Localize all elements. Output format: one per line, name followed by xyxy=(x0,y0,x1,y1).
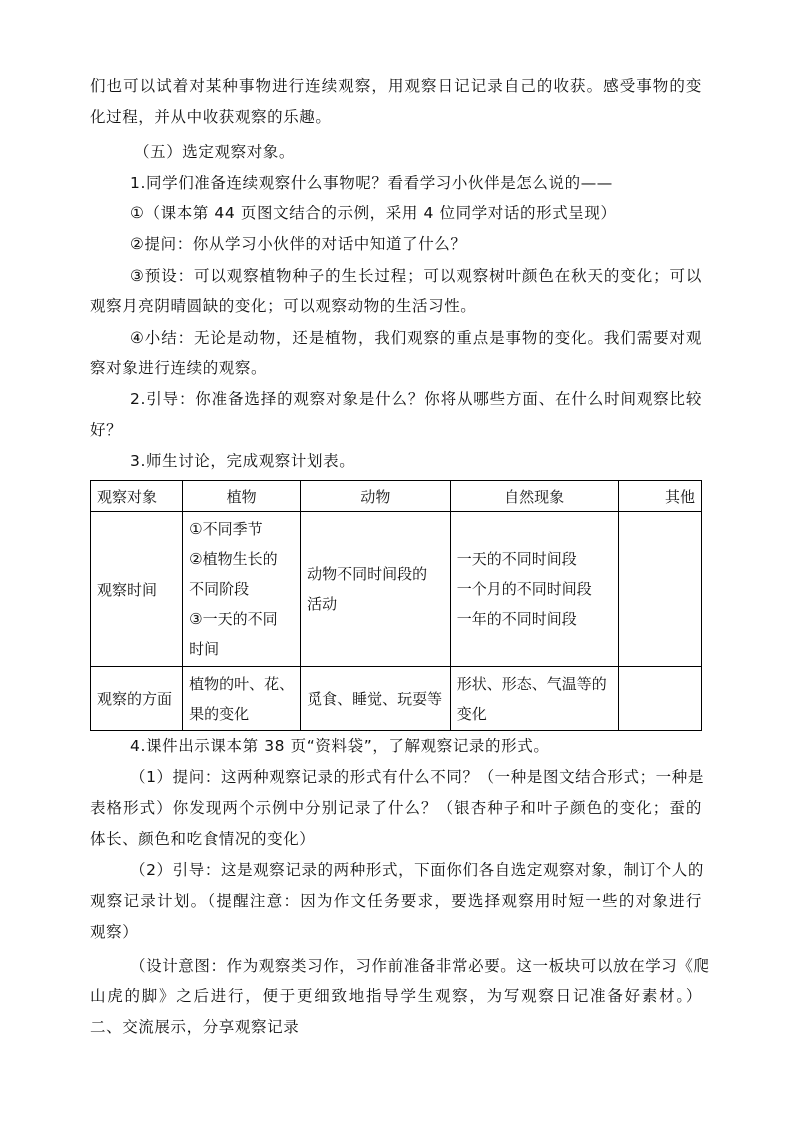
table-cell xyxy=(301,512,451,667)
table-cell xyxy=(450,512,618,667)
table-cell xyxy=(450,667,618,731)
design-intent-line: （设计意图：作为观察类习作，习作前准备非常必要。这一板块可以放在学习《爬 xyxy=(130,957,710,975)
body-text-line: 观察记录计划。（提醒注意：因为作文任务要求，要选择观察用时短一些的对象进行 xyxy=(90,892,702,910)
body-text-line: 4.课件出示课本第 38 页“资料袋”，了解观察记录的形式。 xyxy=(130,737,550,755)
body-text-line: 察对象进行连续的观察。 xyxy=(90,359,268,377)
table-header-cell: 植物 xyxy=(183,481,301,512)
body-text-line: 2.引导：你准备选择的观察对象是什么？你将从哪些方面、在什么时间观察比较 xyxy=(130,390,702,408)
section-heading: 二、交流展示，分享观察记录 xyxy=(90,1018,300,1036)
body-text-line: ③预设：可以观察植物种子的生长过程；可以观察树叶颜色在秋天的变化；可以 xyxy=(130,267,702,285)
body-text-line: ②提问：你从学习小伙伴的对话中知道了什么？ xyxy=(130,235,467,253)
body-text-line: 1.同学们准备连续观察什么事物呢？看看学习小伙伴是怎么说的—— xyxy=(130,174,613,192)
cell-text: 活动 xyxy=(307,595,338,613)
body-text-line: 表格形式）你发现两个示例中分别记录了什么？（银杏种子和叶子颜色的变化；蚕的 xyxy=(90,799,702,817)
cell-text: 果的变化 xyxy=(189,704,250,723)
body-text-line: 观察） xyxy=(90,923,139,941)
body-text-line: 化过程，并从中收获观察的乐趣。 xyxy=(90,108,332,126)
observation-plan-table xyxy=(90,480,702,731)
body-text-line: 们也可以试着对某种事物进行连续观察，用观察日记记录自己的收获。感受事物的变 xyxy=(90,77,702,95)
body-text-line: 3.师生讨论，完成观察计划表。 xyxy=(130,452,356,470)
table-cell xyxy=(183,667,301,731)
cell-text: ③一天的不同 xyxy=(189,610,278,628)
table-header-cell: 其他 xyxy=(618,481,701,512)
table-cell xyxy=(183,512,301,667)
body-text-line: 观察月亮阴晴圆缺的变化；可以观察动物的生活习性。 xyxy=(90,297,477,315)
cell-text: 一个月的不同时间段 xyxy=(456,580,592,598)
body-text-line: ①（课本第 44 页图文结合的示例，采用 4 位同学对话的形式呈现） xyxy=(130,204,617,222)
table-cell: 觅食、睡觉、玩耍等 xyxy=(301,667,451,731)
cell-text: 植物的叶、花、 xyxy=(189,674,295,693)
cell-text: ①不同季节 xyxy=(189,520,263,538)
body-text-line: （1）提问：这两种观察记录的形式有什么不同？（一种是图文结合形式；一种是 xyxy=(130,768,704,786)
cell-text: 变化 xyxy=(456,704,487,723)
table-header-cell: 观察对象 xyxy=(91,481,183,512)
table-header-cell: 自然现象 xyxy=(450,481,618,512)
body-text-line: 好？ xyxy=(90,421,123,439)
cell-text: 一天的不同时间段 xyxy=(456,550,577,568)
body-text-line: ④小结：无论是动物，还是植物，我们观察的重点是事物的变化。我们需要对观 xyxy=(130,329,702,347)
design-intent-line: 山虎的脚》之后进行，便于更细致地指导学生观察，为写观察日记准备好素材。） xyxy=(90,987,702,1005)
cell-text: ②植物生长的 xyxy=(189,550,278,568)
table-row xyxy=(91,667,702,731)
body-text-line: 体长、颜色和吃食情况的变化） xyxy=(90,830,316,848)
section-heading: （五）选定观察对象。 xyxy=(134,143,296,161)
body-text-line: （2）引导：这是观察记录的两种形式，下面你们各自选定观察对象，制订个人的 xyxy=(130,861,704,879)
cell-text: 形状、形态、气温等的 xyxy=(456,674,607,693)
cell-text: 不同阶段 xyxy=(189,580,250,598)
table-header-cell: 动物 xyxy=(301,481,451,512)
table-row-label: 观察时间 xyxy=(91,512,183,667)
table-header-row xyxy=(91,481,702,512)
table-row xyxy=(91,512,702,667)
table-row-label: 观察的方面 xyxy=(91,667,183,731)
cell-text: 动物不同时间段的 xyxy=(307,565,428,583)
table-cell xyxy=(618,667,701,731)
cell-text: 一年的不同时间段 xyxy=(456,610,577,628)
cell-text: 时间 xyxy=(189,640,220,658)
table-cell xyxy=(618,512,701,667)
